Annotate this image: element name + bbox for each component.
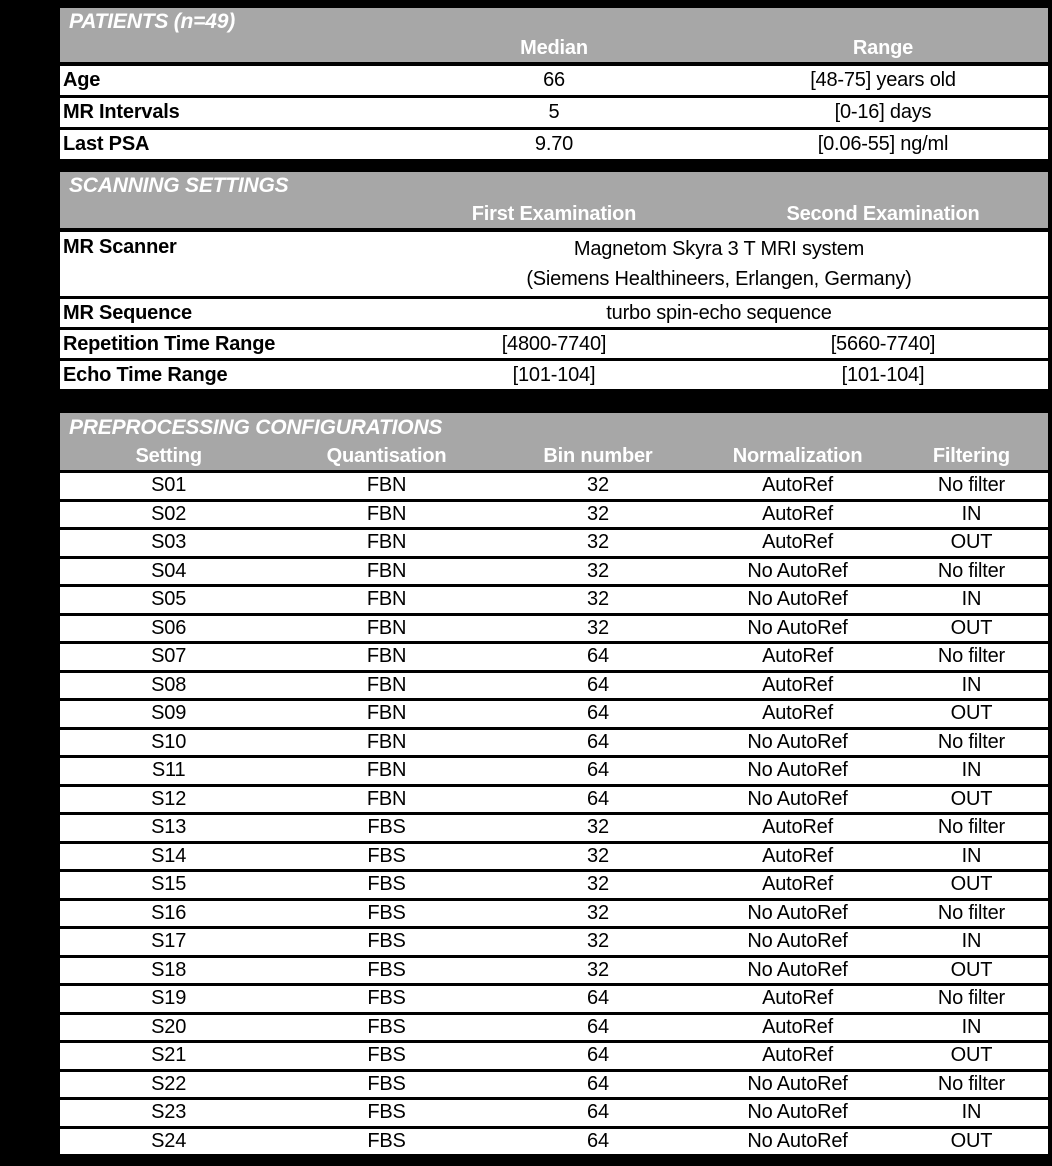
table-row — [60, 130, 1048, 159]
table-row — [60, 673, 1048, 702]
cell: FBN — [366, 502, 407, 525]
table-row — [60, 844, 1048, 873]
span-value-line: turbo spin-echo sequence — [606, 302, 832, 324]
cell: FBS — [367, 1101, 406, 1124]
cell: S24 — [151, 1129, 187, 1152]
cell: FBS — [367, 930, 406, 953]
scanning-title: SCANNING SETTINGS — [69, 174, 289, 197]
cell-span-value — [390, 299, 1048, 327]
cell: 64 — [587, 645, 609, 668]
cell: 64 — [587, 1101, 609, 1124]
cell: FBN — [366, 645, 407, 668]
cell: FBN — [366, 474, 407, 497]
cell: No filter — [937, 474, 1005, 497]
cell: OUT — [950, 531, 993, 554]
cell: FBN — [366, 531, 407, 554]
table-row — [60, 730, 1048, 759]
cell: 64 — [587, 759, 609, 782]
cell: S18 — [151, 958, 187, 981]
cell: 64 — [587, 1015, 609, 1038]
cell: 32 — [587, 474, 609, 497]
cell: AutoRef — [762, 873, 833, 896]
preprocessing-rows — [60, 470, 1048, 1154]
cell: No AutoRef — [747, 1072, 848, 1095]
cell: OUT — [950, 873, 993, 896]
cell: S02 — [151, 502, 187, 525]
cell: IN — [961, 1015, 982, 1038]
cell: FBS — [367, 816, 406, 839]
cell: AutoRef — [762, 987, 833, 1010]
cell: 32 — [587, 958, 609, 981]
scanning-col-second-exam: Second Examination — [786, 202, 980, 225]
cell: FBS — [367, 901, 406, 924]
span-value-line: Magnetom Skyra 3 T MRI system — [573, 238, 865, 260]
cell: AutoRef — [762, 1044, 833, 1067]
preprocessing-title: PREPROCESSING CONFIGURATIONS — [69, 415, 443, 439]
cell: FBN — [366, 787, 407, 810]
cell: IN — [961, 759, 982, 782]
scanning-rows — [60, 228, 1048, 389]
table-row — [60, 787, 1048, 816]
cell: No AutoRef — [747, 559, 848, 582]
cell: IN — [961, 588, 982, 611]
patients-col-range: Range — [852, 37, 914, 59]
row-label: Echo Time Range — [63, 363, 228, 386]
row-label: Last PSA — [63, 133, 150, 155]
cell: 32 — [587, 901, 609, 924]
cell: No filter — [937, 559, 1005, 582]
patients-title: PATIENTS (n=49) — [69, 9, 235, 33]
cell: 64 — [587, 1072, 609, 1095]
row-label: MR Intervals — [63, 101, 180, 123]
cell: No AutoRef — [747, 616, 848, 639]
cell: S11 — [151, 759, 186, 782]
row-label: Repetition Time Range — [63, 332, 276, 355]
cell: FBN — [366, 730, 407, 753]
cell: OUT — [950, 702, 993, 725]
table-row — [60, 815, 1048, 844]
cell: S09 — [151, 702, 187, 725]
cell: S20 — [151, 1015, 187, 1038]
row-label: Age — [63, 69, 101, 91]
cell: AutoRef — [762, 502, 833, 525]
scanning-column-headers — [60, 200, 1048, 228]
scanning-col-first-exam: First Examination — [471, 202, 637, 225]
prep-col-header: Filtering — [932, 444, 1010, 467]
scanning-settings-table — [60, 172, 1048, 389]
cell: No AutoRef — [747, 1101, 848, 1124]
table-row — [60, 299, 1048, 330]
cell: No AutoRef — [747, 1129, 848, 1152]
cell: FBN — [366, 702, 407, 725]
cell: OUT — [950, 1129, 993, 1152]
cell: 32 — [587, 816, 609, 839]
cell-range: [0.06-55] ng/ml — [817, 133, 949, 155]
cell: 64 — [587, 1044, 609, 1067]
table-row — [60, 473, 1048, 502]
cell: IN — [961, 1101, 982, 1124]
cell-median: 5 — [548, 101, 560, 123]
table-area — [60, 8, 1048, 1154]
preprocessing-table — [60, 413, 1048, 1154]
patients-column-headers — [60, 35, 1048, 62]
cell: S13 — [151, 816, 187, 839]
table-row — [60, 1015, 1048, 1044]
cell: 32 — [587, 844, 609, 867]
cell: S12 — [151, 787, 187, 810]
cell: S05 — [151, 588, 187, 611]
cell: AutoRef — [762, 531, 833, 554]
cell: No AutoRef — [747, 759, 848, 782]
cell: AutoRef — [762, 702, 833, 725]
cell: 64 — [587, 787, 609, 810]
cell-range: [48-75] years old — [810, 69, 956, 91]
table-row — [60, 330, 1048, 361]
cell: 32 — [587, 873, 609, 896]
cell: FBS — [367, 873, 406, 896]
cell: 32 — [587, 616, 609, 639]
table-row — [60, 644, 1048, 673]
cell: 64 — [587, 730, 609, 753]
table-row — [60, 232, 1048, 299]
cell: S10 — [151, 730, 187, 753]
cell: S22 — [151, 1072, 187, 1095]
cell: AutoRef — [762, 844, 833, 867]
cell-span-value — [390, 232, 1048, 296]
cell: OUT — [950, 616, 993, 639]
row-label: MR Sequence — [63, 301, 192, 324]
cell: 64 — [587, 987, 609, 1010]
cell-second-exam: [101-104] — [841, 363, 925, 386]
span-value-lines — [390, 299, 1048, 327]
cell: AutoRef — [762, 474, 833, 497]
cell: FBN — [366, 588, 407, 611]
cell: No filter — [937, 1072, 1005, 1095]
table-row — [60, 616, 1048, 645]
cell: AutoRef — [762, 1015, 833, 1038]
cell: FBS — [367, 1044, 406, 1067]
preprocessing-section-header — [60, 413, 1048, 442]
table-row — [60, 559, 1048, 588]
cell: 32 — [587, 559, 609, 582]
cell: FBS — [367, 958, 406, 981]
cell: IN — [961, 930, 982, 953]
table-row — [60, 98, 1048, 130]
table-row — [60, 758, 1048, 787]
cell: 64 — [587, 673, 609, 696]
preprocessing-column-headers — [60, 442, 1048, 470]
table-row — [60, 502, 1048, 531]
cell: No AutoRef — [747, 930, 848, 953]
cell: FBS — [367, 1072, 406, 1095]
table-row — [60, 901, 1048, 930]
cell: 32 — [587, 531, 609, 554]
scanning-section-header — [60, 172, 1048, 200]
cell: No AutoRef — [747, 588, 848, 611]
patients-section-header — [60, 8, 1048, 35]
cell: 64 — [587, 702, 609, 725]
cell: S06 — [151, 616, 187, 639]
cell: No filter — [937, 816, 1005, 839]
cell: FBN — [366, 616, 407, 639]
table-row — [60, 1043, 1048, 1072]
cell: No AutoRef — [747, 787, 848, 810]
cell: 32 — [587, 930, 609, 953]
cell: FBS — [367, 844, 406, 867]
cell: AutoRef — [762, 673, 833, 696]
cell-median: 66 — [543, 69, 565, 91]
cell-range: [0-16] days — [834, 101, 932, 123]
cell: 32 — [587, 502, 609, 525]
table-row — [60, 986, 1048, 1015]
patients-col-spacer — [60, 35, 390, 62]
cell: No filter — [937, 730, 1005, 753]
cell: S17 — [151, 930, 187, 953]
prep-col-header: Setting — [135, 444, 202, 467]
cell: S16 — [151, 901, 187, 924]
table-row — [60, 701, 1048, 730]
table-row — [60, 587, 1048, 616]
cell: 32 — [587, 588, 609, 611]
cell: S07 — [151, 645, 187, 668]
cell: S21 — [151, 1044, 187, 1067]
cell: S03 — [151, 531, 187, 554]
cell-first-exam: [4800-7740] — [501, 332, 607, 355]
cell: S23 — [151, 1101, 187, 1124]
cell: AutoRef — [762, 645, 833, 668]
patients-table — [60, 8, 1048, 159]
cell-second-exam: [5660-7740] — [830, 332, 936, 355]
cell: S19 — [151, 987, 187, 1010]
cell: S01 — [151, 474, 187, 497]
cell: No AutoRef — [747, 958, 848, 981]
cell: S04 — [151, 559, 187, 582]
section-divider — [60, 159, 1048, 172]
cell: FBS — [367, 1129, 406, 1152]
cell: FBN — [366, 673, 407, 696]
span-value-line: (Siemens Healthineers, Erlangen, Germany) — [526, 268, 912, 290]
table-row — [60, 1072, 1048, 1101]
table-row — [60, 530, 1048, 559]
cell: IN — [961, 673, 982, 696]
cell: No AutoRef — [747, 730, 848, 753]
cell: S08 — [151, 673, 187, 696]
table-row — [60, 1129, 1048, 1155]
cell: FBS — [367, 987, 406, 1010]
cell: OUT — [950, 787, 993, 810]
table-row — [60, 1100, 1048, 1129]
prep-col-header: Quantisation — [326, 444, 447, 467]
cell: S14 — [151, 844, 187, 867]
table-row — [60, 872, 1048, 901]
cell: FBN — [366, 759, 407, 782]
cell: No filter — [937, 645, 1005, 668]
scanning-col-spacer — [60, 200, 390, 228]
cell: FBN — [366, 559, 407, 582]
cell: S15 — [151, 873, 187, 896]
cell-median: 9.70 — [534, 133, 574, 155]
cell: 64 — [587, 1129, 609, 1152]
span-value-lines — [390, 234, 1048, 294]
cell: OUT — [950, 1044, 993, 1067]
cell: IN — [961, 844, 982, 867]
table-row — [60, 361, 1048, 389]
table-row — [60, 66, 1048, 98]
cell: No filter — [937, 987, 1005, 1010]
patients-rows — [60, 62, 1048, 159]
row-label: MR Scanner — [63, 236, 177, 258]
cell: OUT — [950, 958, 993, 981]
table-row — [60, 929, 1048, 958]
cell: AutoRef — [762, 816, 833, 839]
section-divider — [60, 389, 1048, 413]
prep-col-header: Bin number — [543, 444, 653, 467]
cell: FBS — [367, 1015, 406, 1038]
patients-col-median: Median — [520, 37, 588, 59]
cell: No AutoRef — [747, 901, 848, 924]
cell-first-exam: [101-104] — [512, 363, 596, 386]
cell: IN — [961, 502, 982, 525]
table-row — [60, 958, 1048, 987]
cell: No filter — [937, 901, 1005, 924]
prep-col-header: Normalization — [732, 444, 863, 467]
